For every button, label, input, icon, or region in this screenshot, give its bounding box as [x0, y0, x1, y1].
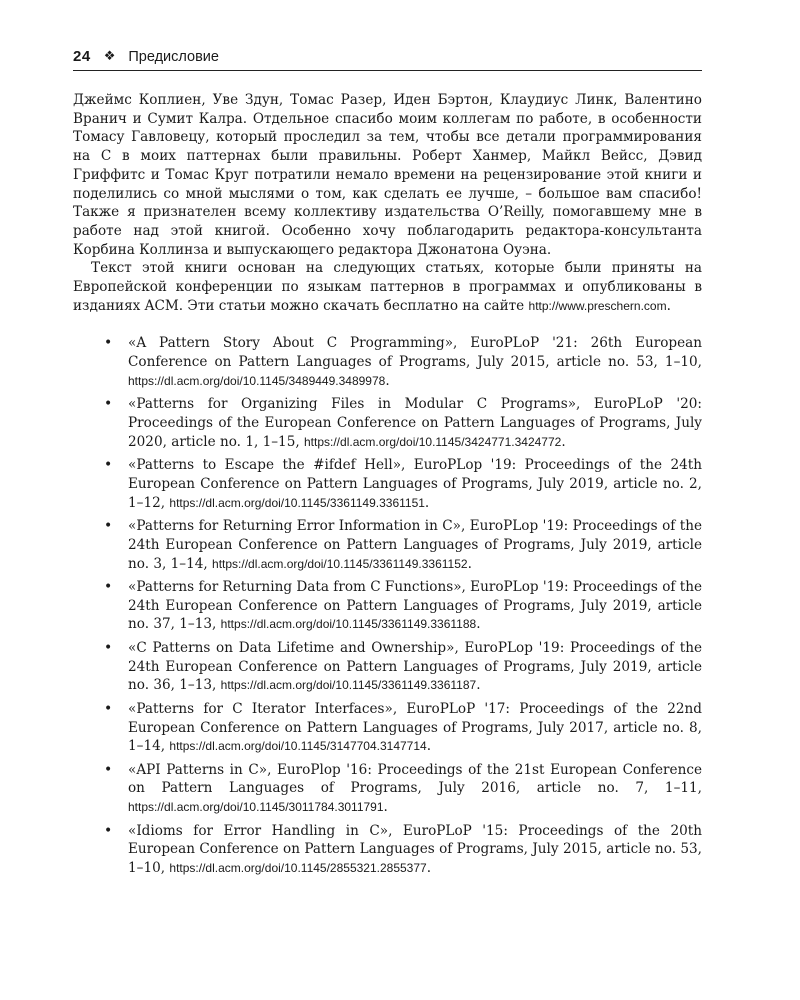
reference-item [73, 334, 702, 390]
reference-link[interactable]: https://dl.acm.org/doi/10.1145/3361149.3361152 [212, 556, 468, 571]
sources-paragraph [73, 259, 702, 315]
reference-link[interactable]: https://dl.acm.org/doi/10.1145/2855321.2855377 [169, 861, 427, 876]
reference-text: «API Patterns in C», EuroPlop '16: Proceedings of the 21st European Conference on Pattern Languages of Programs, July 2016, article no. 7, 1–11, [128, 761, 702, 797]
reference-end: . [383, 799, 388, 816]
bullet-icon: • [104, 579, 113, 596]
sources-paragraph-end: . [666, 297, 671, 314]
reference-end: . [476, 677, 481, 694]
bullet-icon: • [104, 335, 113, 352]
author-website-link[interactable]: http://www.preschern.com [528, 298, 667, 313]
reference-item [73, 822, 702, 878]
book-page [73, 48, 702, 883]
reference-item [73, 578, 702, 634]
reference-item [73, 639, 702, 695]
reference-link[interactable]: https://dl.acm.org/doi/10.1145/3489449.3489978 [128, 373, 386, 388]
reference-link[interactable]: https://dl.acm.org/doi/10.1145/3361149.3361151 [169, 495, 425, 510]
reference-end: . [385, 372, 390, 389]
reference-end: . [426, 738, 432, 755]
reference-text: «Patterns for Returning Error Information in C», EuroPLop '19: Proceedings of the 24th European Conference on Pattern Languages of Programs, July 2019, article no. 3, 1–14, [128, 518, 702, 572]
bullet-icon: • [104, 639, 113, 656]
page-content [73, 91, 702, 878]
acknowledgements-paragraph: Джеймс Коплиен, Уве Здун, Томас Разер, Иден Бэртон, Клаудиус Линк, Валентино Вранич и Сумит Калра. Отдельное спасибо моим коллегам по работе, в особенности Томасу Гавловецу, который проследил за тем, чтобы все детали программирования на C в моих паттернах были правильны. Роберт Ханмер, Майкл Вейсс, Дэвид Гриффитс и Томас Круг потратили немало времени на рецензирование этой книги и поделились со мной мыслями о том, как сделать ее лучше, – большое вам спасибо! Также я признателен всему коллективу издательства O’Reilly, помогавшему мне в работе над этой книгой. Особенно хочу поблагодарить редактора-консультанта Корбина Коллинза и выпускающего редактора Джонатона Оуэна. [73, 92, 702, 258]
reference-link[interactable]: https://dl.acm.org/doi/10.1145/3361149.3361187 [220, 678, 477, 693]
reference-text: «Patterns for Organizing Files in Modular C Programs», EuroPLoP '20: Proceedings of the European Conference on Pattern Languages of Programs, July 2020, article no. 1, 1–15, [128, 396, 702, 450]
ornament-icon: ❖ [103, 48, 116, 63]
bullet-icon: • [104, 518, 113, 535]
reference-link[interactable]: https://dl.acm.org/doi/10.1145/3147704.3147714 [169, 739, 427, 754]
reference-end: . [476, 616, 481, 633]
sources-paragraph-text: Текст этой книги основан на следующих статьях, которые были приняты на Европейской конференции по языкам паттернов в программах и опубликованы в изданиях ACM. Эти статьи можно скачать бесплатно на сайте [73, 260, 702, 314]
page-number: 24 [73, 48, 91, 65]
reference-text: «Patterns for C Iterator Interfaces», EuroPLoP '17: Proceedings of the 22nd European Conference on Pattern Languages of Programs, July 2017, article no. 8, 1–14, [128, 700, 702, 755]
section-title: Предисловие [128, 49, 219, 65]
reference-item [73, 517, 702, 573]
bullet-icon: • [104, 457, 113, 474]
bullet-icon: • [104, 761, 113, 778]
reference-text: «A Pattern Story About C Programming», EuroPLoP '21: 26th European Conference on Pattern Languages of Programs, July 2015, article no. 53, 1–10, [128, 335, 702, 371]
reference-text: «C Patterns on Data Lifetime and Ownership», EuroPLop '19: Proceedings of the 24th European Conference on Pattern Languages of Programs, July 2019, article no. 36, 1–13, [128, 639, 702, 694]
reference-end: . [426, 860, 432, 877]
reference-link[interactable]: https://dl.acm.org/doi/10.1145/3424771.3424772 [304, 434, 562, 449]
reference-link[interactable]: https://dl.acm.org/doi/10.1145/3361149.3361188 [220, 617, 477, 632]
reference-link[interactable]: https://dl.acm.org/doi/10.1145/3011784.3011791 [128, 800, 384, 815]
reference-item [73, 456, 702, 512]
reference-end: . [561, 433, 566, 450]
references-list [73, 334, 702, 877]
reference-end: . [424, 494, 430, 511]
running-head [73, 48, 702, 71]
reference-text: «Idioms for Error Handling in C», EuroPLoP '15: Proceedings of the 20th European Conference on Pattern Languages of Programs, July 2015, article no. 53, 1–10, [128, 822, 702, 877]
bullet-icon: • [104, 700, 113, 717]
reference-item [73, 700, 702, 756]
reference-end: . [467, 555, 472, 572]
reference-item [73, 761, 702, 817]
reference-item [73, 395, 702, 451]
bullet-icon: • [104, 396, 113, 413]
bullet-icon: • [104, 822, 113, 839]
reference-text: «Patterns to Escape the #ifdef Hell», EuroPLop '19: Proceedings of the 24th European Conference on Pattern Languages of Programs, July 2019, article no. 2, 1–12, [128, 457, 702, 511]
reference-text: «Patterns for Returning Data from C Functions», EuroPLop '19: Proceedings of the 24th European Conference on Pattern Languages of Programs, July 2019, article no. 37, 1–13, [128, 579, 702, 633]
